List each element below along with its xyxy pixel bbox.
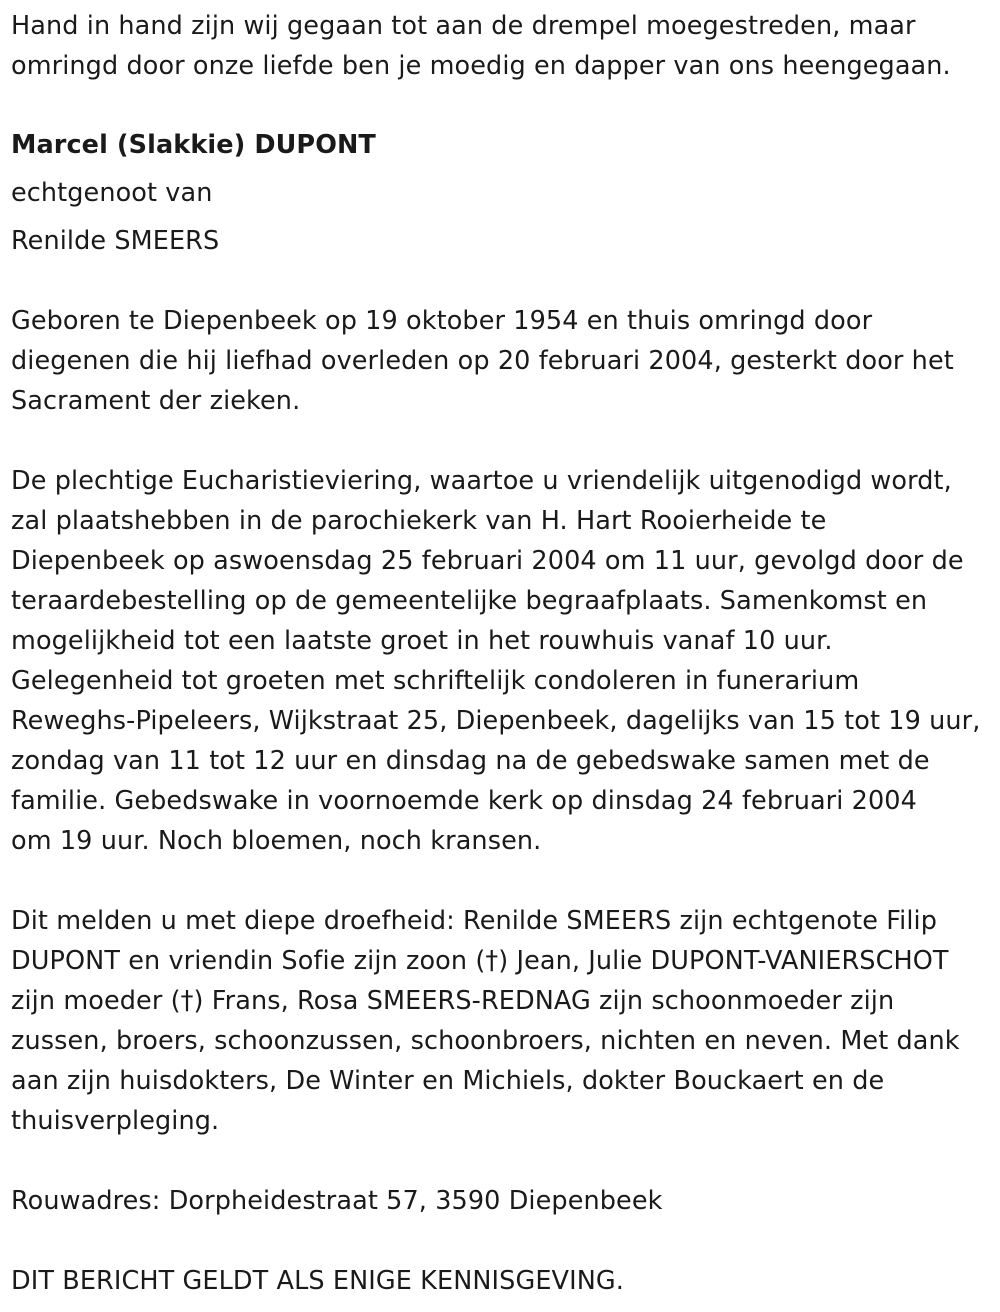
ceremony-line: zal plaatshebben in de parochiekerk van H. Hart Rooierheide te [11,506,827,536]
family-line: zussen, broers, schoonzussen, schoonbroers, nichten en neven. Met dank [11,1026,960,1056]
spouse-name: Renilde SMEERS [11,226,220,256]
ceremony-line: De plechtige Eucharistieviering, waartoe u vriendelijk uitgenodigd wordt, [11,466,952,496]
intro-line: Hand in hand zijn wij gegaan tot aan de drempel moegestreden, maar [11,11,916,41]
family-line: zijn moeder (†) Frans, Rosa SMEERS-REDNAG zijn schoonmoeder zijn [11,986,895,1016]
ceremony-line: Gelegenheid tot groeten met schriftelijk condoleren in funerarium [11,666,860,696]
ceremony-line: Reweghs-Pipeleers, Wijkstraat 25, Diepenbeek, dagelijks van 15 tot 19 uur, [11,706,981,736]
ceremony-line: Diepenbeek op aswoensdag 25 februari 2004 om 11 uur, gevolgd door de [11,546,964,576]
family-line: Dit melden u met diepe droefheid: Renilde SMEERS zijn echtgenote Filip [11,906,937,936]
ceremony-line: teraardebestelling op de gemeentelijke begraafplaats. Samenkomst en [11,586,928,616]
notice-text: DIT BERICHT GELDT ALS ENIGE KENNISGEVING. [11,1266,624,1296]
family-line: DUPONT en vriendin Sofie zijn zoon (†) Jean, Julie DUPONT-VANIERSCHOT [11,946,949,976]
family-line: aan zijn huisdokters, De Winter en Michiels, dokter Bouckaert en de [11,1066,885,1096]
family-line: thuisverpleging. [11,1106,220,1136]
deceased-name: Marcel (Slakkie) DUPONT [11,130,376,160]
ceremony-line: zondag van 11 tot 12 uur en dinsdag na de gebedswake samen met de [11,746,930,776]
ceremony-line: om 19 uur. Noch bloemen, noch kransen. [11,826,542,856]
spouse-label: echtgenoot van [11,178,213,208]
mourning-address: Rouwadres: Dorpheidestraat 57, 3590 Diepenbeek [11,1186,663,1216]
ceremony-line: familie. Gebedswake in voornoemde kerk op dinsdag 24 februari 2004 [11,786,917,816]
birth-line: Sacrament der zieken. [11,386,301,416]
ceremony-line: mogelijkheid tot een laatste groet in het rouwhuis vanaf 10 uur. [11,626,833,656]
birth-line: diegenen die hij liefhad overleden op 20 februari 2004, gesterkt door het [11,346,954,376]
birth-line: Geboren te Diepenbeek op 19 oktober 1954 en thuis omringd door [11,306,873,336]
intro-line: omringd door onze liefde ben je moedig en dapper van ons heengegaan. [11,51,951,81]
